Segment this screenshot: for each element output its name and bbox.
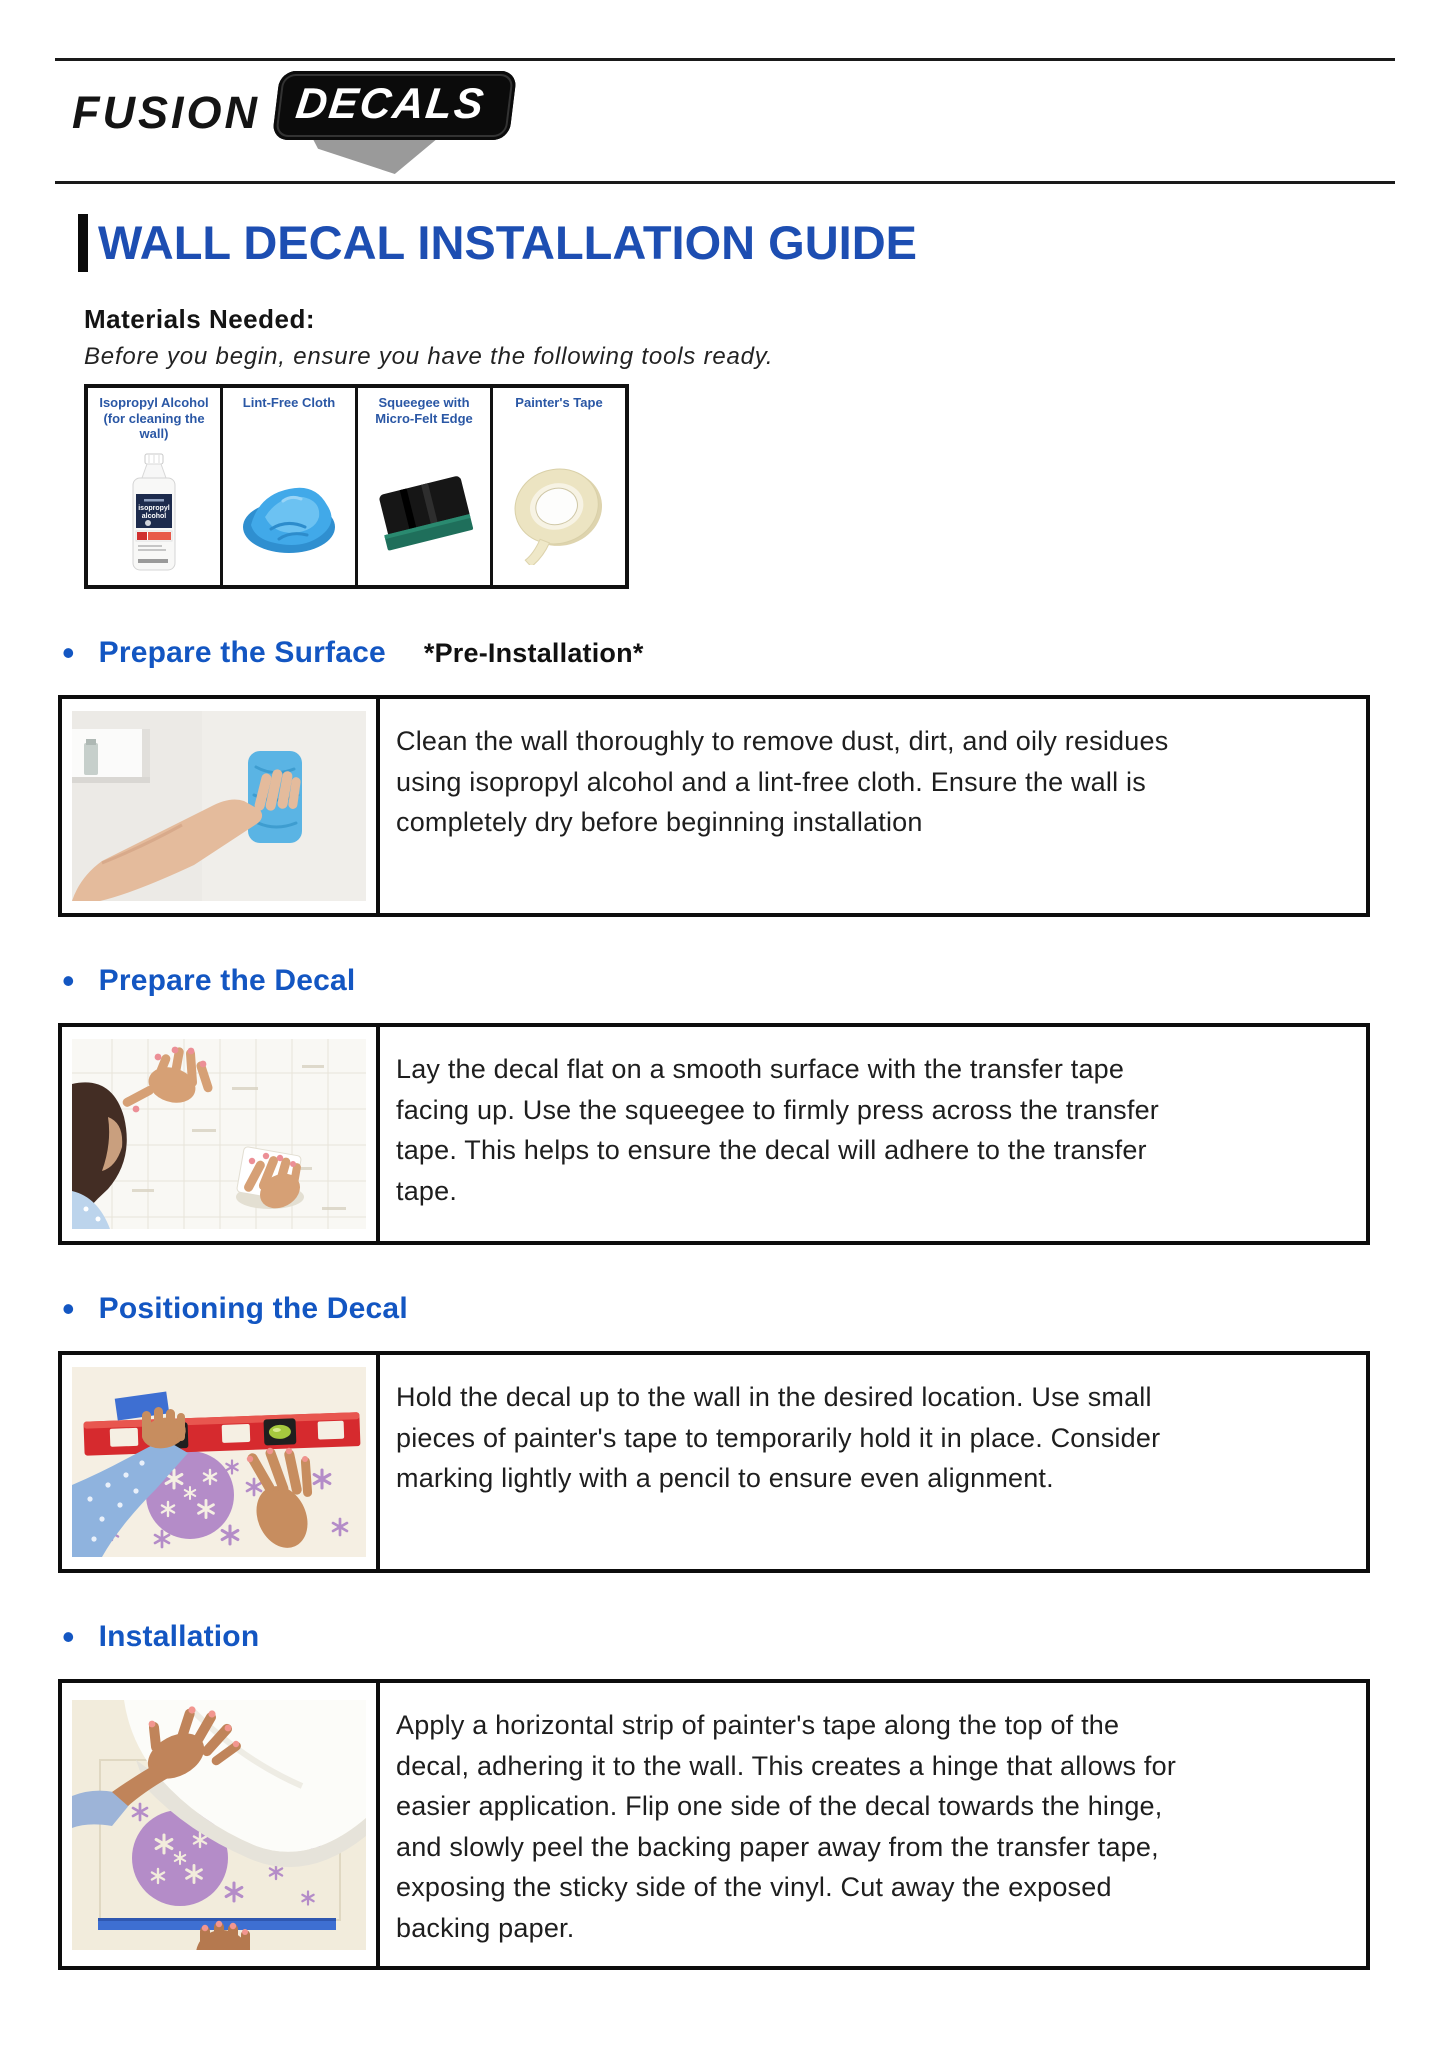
peel-backing-paper-photo: [62, 1683, 380, 1966]
bullet-icon: •: [62, 632, 75, 673]
squeegee-transfer-tape-photo: [62, 1027, 380, 1241]
section-box: [58, 695, 1370, 917]
section-body: Apply a horizontal strip of painter's tape along the top of the decal, adhering it to the wall. This creates a hinge that allows for easier application. Flip one side of the decal towards the hinge, and slowly peel the backing paper away from the transfer tape, exposing the sticky side of the vinyl. Cut away the exposed backing paper.: [396, 1710, 1177, 1943]
brand-decals-text: DECALS: [272, 71, 517, 140]
section-heading-row: [62, 960, 1454, 1001]
section-text: [380, 1027, 1366, 1241]
section-text: [380, 1355, 1366, 1569]
header-top-rule: [55, 58, 1395, 61]
squeegee-icon: [366, 449, 482, 577]
header-bottom-rule: [55, 181, 1395, 184]
title-accent-bar: [78, 214, 88, 272]
section-heading: Positioning the Decal: [98, 1292, 408, 1325]
section-heading: Installation: [98, 1620, 260, 1653]
bullet-icon: •: [62, 1616, 75, 1657]
section-box: [58, 1023, 1370, 1245]
section-text: [380, 1683, 1366, 1966]
section-body: Hold the decal up to the wall in the desired location. Use small pieces of painter's tape to temporarily hold it in place. Consider marking lightly with a pencil to ensure even alignment.: [396, 1382, 1161, 1493]
bullet-icon: •: [62, 960, 75, 1001]
material-label: Lint-Free Cloth: [242, 395, 336, 410]
steps-list: [58, 632, 1454, 1970]
material-cell-isopropyl-alcohol: [88, 388, 223, 585]
page-title-row: [78, 214, 1454, 272]
page-title: WALL DECAL INSTALLATION GUIDE: [98, 216, 917, 269]
material-cell-squeegee: [358, 388, 493, 585]
section-text: [380, 699, 1366, 913]
material-cell-lint-free-cloth: [223, 388, 358, 585]
bullet-icon: •: [62, 1288, 75, 1329]
material-cell-painters-tape: [493, 388, 625, 585]
section-box: [58, 1351, 1370, 1573]
level-positioning-photo: [62, 1355, 380, 1569]
section-heading-row: [62, 1616, 1454, 1657]
section-box: [58, 1679, 1370, 1970]
svg-text:isopropyl: isopropyl: [138, 505, 170, 512]
section-body: Lay the decal flat on a smooth surface with the transfer tape facing up. Use the squeegee to firmly press across the transfer tape. This helps to ensure the decal will adhere to the transfer tape.: [396, 1054, 1159, 1206]
section-heading-row: [62, 1288, 1454, 1329]
pre-installation-note: *Pre-Installation*: [423, 637, 644, 668]
section-prepare-the-decal: [58, 960, 1454, 1245]
isopropyl-alcohol-bottle-icon: [118, 449, 190, 577]
materials-table: [84, 384, 629, 589]
wall-cleaning-photo: [62, 699, 380, 913]
materials-subheading: Before you begin, ensure you have the following tools ready.: [84, 343, 774, 370]
section-heading-row: [62, 632, 1454, 673]
svg-text:alcohol: alcohol: [141, 513, 167, 520]
materials-heading: Materials Needed:: [84, 304, 316, 334]
section-installation: [58, 1616, 1454, 1970]
brand-logo: [72, 71, 1454, 167]
lint-free-cloth-icon: [231, 449, 347, 577]
section-heading: Prepare the Surface: [98, 636, 386, 669]
section-body: Clean the wall thoroughly to remove dust, dirt, and oily residues using isopropyl alcohol and a lint-free cloth. Ensure the wall is completely dry before beginning installation: [396, 726, 1169, 837]
material-label: Painter's Tape: [515, 395, 603, 410]
section-prepare-the-surface: [58, 632, 1454, 917]
section-positioning-the-decal: [58, 1288, 1454, 1573]
painters-tape-roll-icon: [503, 449, 615, 577]
material-label: Isopropyl Alcohol (for cleaning the wall): [99, 395, 209, 442]
material-label: Squeegee with Micro-Felt Edge: [375, 395, 473, 426]
section-heading: Prepare the Decal: [98, 964, 356, 997]
materials-section: [84, 304, 1454, 589]
brand-decals-badge: [276, 71, 513, 140]
brand-fusion-text: FUSION: [72, 87, 261, 138]
